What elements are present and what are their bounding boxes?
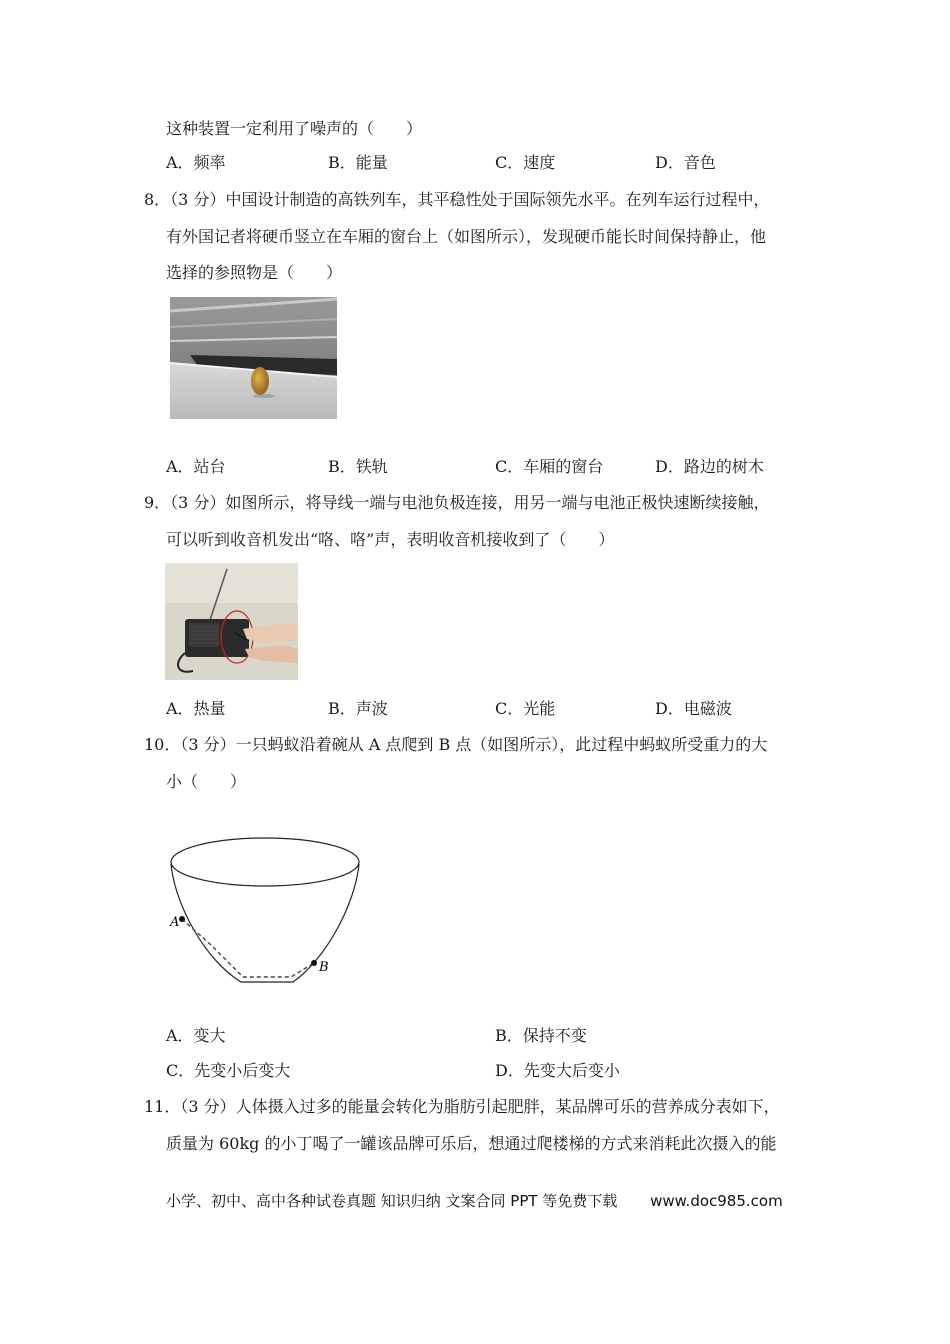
point-b-label: B <box>319 960 329 975</box>
q9-radio-battery-photo <box>165 563 298 680</box>
point-a-label: A <box>170 915 180 930</box>
radio-photo-svg <box>165 563 298 680</box>
q8-stem-line2: 有外国记者将硬币竖立在车厢的窗台上（如图所示），发现硬币能长时间保持静止，他 <box>166 227 767 246</box>
q7-option-d[interactable]: D．音色 <box>655 153 716 172</box>
q7-option-b[interactable]: B．能量 <box>328 153 388 172</box>
q10-option-c[interactable]: C．先变小后变大 <box>166 1061 291 1080</box>
point-a-dot <box>179 916 185 922</box>
q10-bowl-diagram <box>165 835 365 985</box>
q8-stem-line3: 选择的参照物是（ ） <box>166 263 343 282</box>
bowl-body <box>171 864 359 982</box>
q8-stem-line1: 8．（3 分）中国设计制造的高铁列车，其平稳性处于国际领先水平。在列车运行过程中， <box>144 190 770 209</box>
ant-path <box>182 919 314 977</box>
q7-stem-tail: 这种装置一定利用了噪声的（ ） <box>166 119 423 138</box>
q11-stem-line1: 11．（3 分）人体摄入过多的能量会转化为脂肪引起肥胖，某品牌可乐的营养成分表如下， <box>144 1097 780 1116</box>
q9-option-d[interactable]: D．电磁波 <box>655 699 732 718</box>
q7-option-c[interactable]: C．速度 <box>495 153 556 172</box>
coin-photo-svg <box>170 297 337 419</box>
q9-option-b[interactable]: B．声波 <box>328 699 388 718</box>
q10-stem-line1: 10．（3 分）一只蚂蚁沿着碗从 A 点爬到 B 点（如图所示），此过程中蚂蚁所受重力的大 <box>144 735 768 754</box>
q8-option-d[interactable]: D．路边的树木 <box>655 457 764 476</box>
q10-option-a[interactable]: A．变大 <box>166 1026 226 1045</box>
page-footer <box>166 1190 783 1212</box>
q10-option-b[interactable]: B．保持不变 <box>495 1026 587 1045</box>
q7-option-a[interactable]: A．频率 <box>166 153 226 172</box>
q8-option-c[interactable]: C．车厢的窗台 <box>495 457 604 476</box>
q8-option-b[interactable]: B．铁轨 <box>328 457 388 476</box>
q8-option-a[interactable]: A．站台 <box>166 457 226 476</box>
footer-text: 小学、初中、高中各种试卷真题 知识归纳 文案合同 PPT 等免费下载 <box>166 1192 618 1210</box>
bowl-svg <box>165 835 365 985</box>
q9-stem-line2: 可以听到收音机发出“咯、咯”声，表明收音机接收到了（ ） <box>166 530 615 549</box>
q9-option-c[interactable]: C．光能 <box>495 699 556 718</box>
point-b-dot <box>311 960 317 966</box>
q11-stem-line2: 质量为 60kg 的小丁喝了一罐该品牌可乐后，想通过爬楼梯的方式来消耗此次摄入的能 <box>166 1134 777 1153</box>
q10-option-d[interactable]: D．先变大后变小 <box>495 1061 620 1080</box>
q9-stem-line1: 9．（3 分）如图所示，将导线一端与电池负极连接，用另一端与电池正极快速断续接触， <box>144 493 770 512</box>
q10-stem-line2: 小（ ） <box>166 772 247 791</box>
q9-option-a[interactable]: A．热量 <box>166 699 226 718</box>
q8-coin-on-windowsill-photo <box>170 297 337 419</box>
footer-url-link[interactable]: www.doc985.com <box>650 1192 783 1210</box>
bowl-rim <box>171 838 359 886</box>
